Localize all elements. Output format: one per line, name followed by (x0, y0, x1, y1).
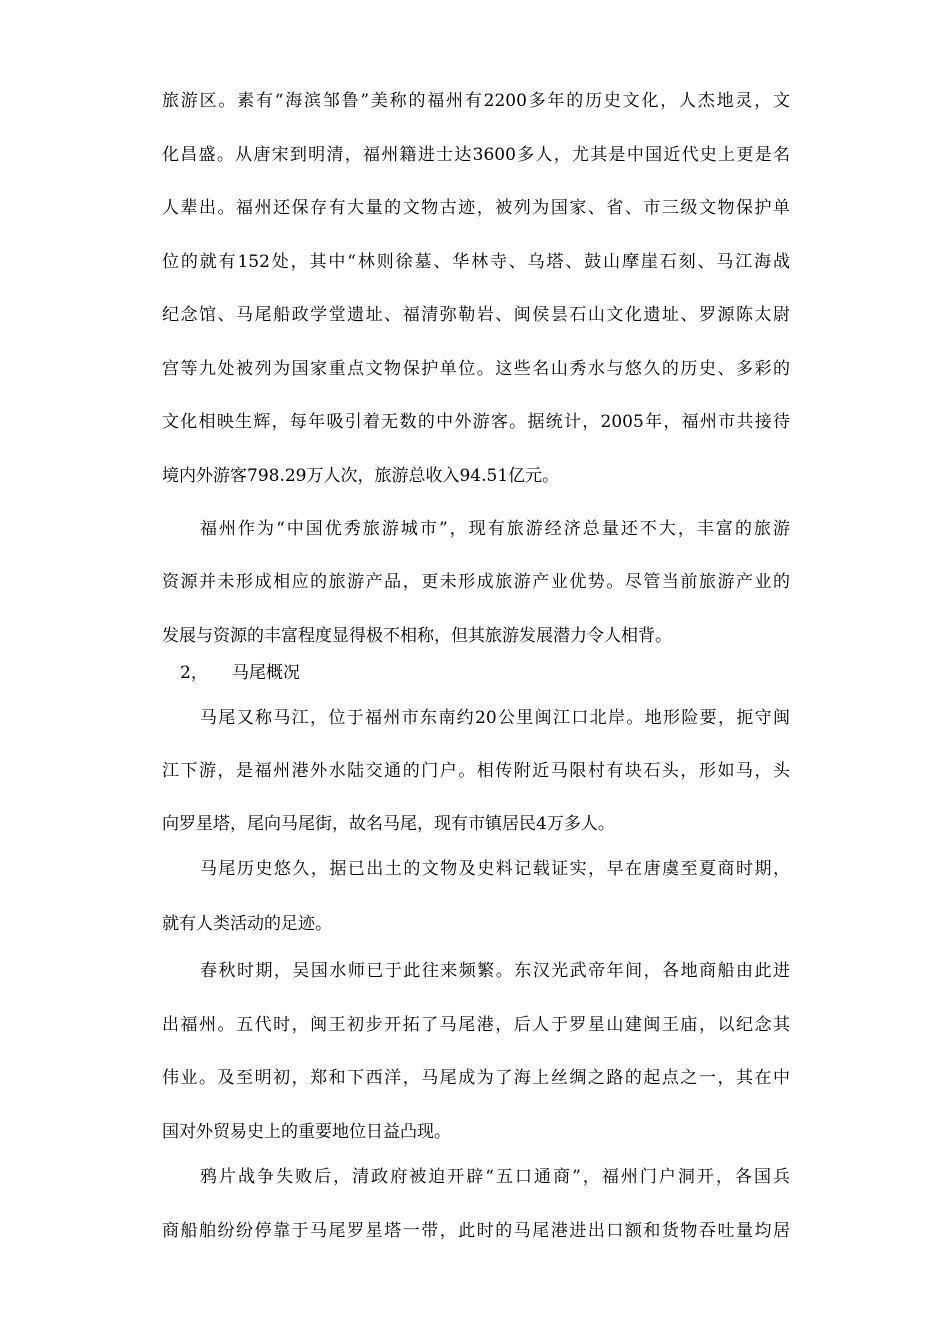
paragraph-line: 福州作为“中国优秀旅游城市”，现有旅游经济总量还不大，丰富的旅游 (200, 519, 790, 539)
paragraph-line: 马尾历史悠久，据已出土的文物及史料记载证实，早在唐虞至夏商时期， (200, 859, 790, 879)
paragraph-line: 出福州。五代时，闽王初步开拓了马尾港，后人于罗星山建闽王庙，以纪念其 (162, 1015, 790, 1035)
paragraph-line: 宫等九处被列为国家重点文物保护单位。这些名山秀水与悠久的历史、多彩的 (162, 359, 790, 379)
section-title: 马尾概况 (232, 663, 300, 683)
section-number: 2， (180, 663, 208, 683)
paragraph-line: 国对外贸易史上的重要地位日益凸现。 (162, 1122, 451, 1142)
paragraph-line: 向罗星塔，尾向马尾街，故名马尾，现有市镇居民4万多人。 (162, 814, 615, 834)
paragraph-line: 位的就有152处，其中“林则徐墓、华林寺、乌塔、鼓山摩崖石刻、马江海战 (162, 252, 790, 272)
paragraph-line: 伟业。及至明初，郑和下西洋，马尾成为了海上丝绸之路的起点之一，其在中 (162, 1068, 790, 1088)
paragraph-line: 鸦片战争失败后，清政府被迫开辟“五口通商”，福州门户洞开，各国兵 (200, 1167, 790, 1187)
paragraph-line: 江下游，是福州港外水陆交通的门户。相传附近马限村有块石头，形如马，头 (162, 761, 790, 781)
paragraph-line: 商船舶纷纷停靠于马尾罗星塔一带，此时的马尾港进出口额和货物吞吐量均居 (162, 1221, 790, 1241)
paragraph-line: 就有人类活动的足迹。 (162, 914, 332, 934)
paragraph-line: 春秋时期，吴国水师已于此往来频繁。东汉光武帝年间，各地商船由此进 (200, 961, 790, 981)
paragraph-line: 境内外游客798.29万人次，旅游总收入94.51亿元。 (162, 466, 560, 486)
paragraph-line: 文化相映生辉，每年吸引着无数的中外游客。据统计，2005年，福州市共接待 (162, 412, 790, 432)
section-heading (180, 660, 300, 686)
paragraph-line: 发展与资源的丰富程度显得极不相称，但其旅游发展潜力令人相背。 (162, 626, 672, 646)
paragraph-line: 人辈出。福州还保存有大量的文物古迹，被列为国家、省、市三级文物保护单 (162, 198, 790, 218)
paragraph-line: 马尾又称马江，位于福州市东南约20公里闽江口北岸。地形险要，扼守闽 (200, 708, 790, 728)
paragraph-line: 化昌盛。从唐宋到明清，福州籍进士达3600多人，尤其是中国近代史上更是名 (162, 145, 790, 165)
paragraph-line: 纪念馆、马尾船政学堂遗址、福清弥勒岩、闽侯昙石山文化遗址、罗源陈太尉 (162, 305, 790, 325)
paragraph-line: 资源并未形成相应的旅游产品，更未形成旅游产业优势。尽管当前旅游产业的 (162, 572, 790, 592)
paragraph-line: 旅游区。素有“海滨邹鲁”美称的福州有2200多年的历史文化，人杰地灵，文 (162, 91, 790, 111)
